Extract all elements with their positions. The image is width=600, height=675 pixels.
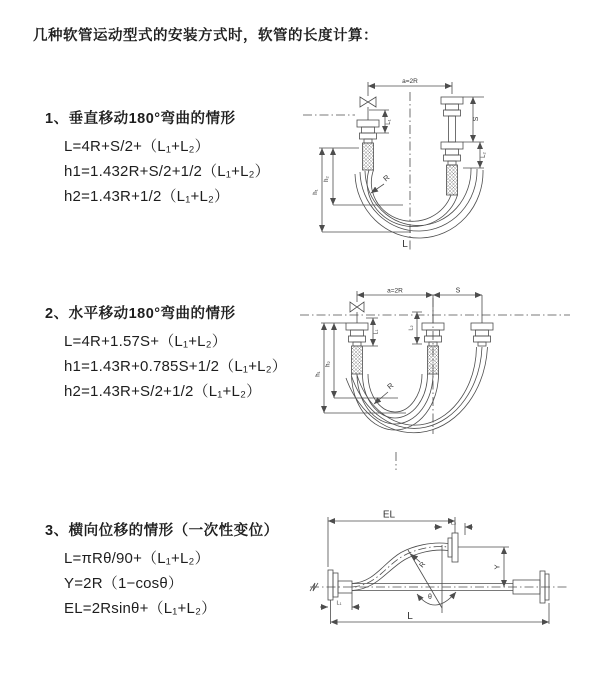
hose-u-bend [355,168,483,238]
dim-label-l: L [402,239,408,250]
radius-construction-line [408,550,442,608]
section-vertical-180 [45,110,270,209]
braided-hose-section [447,165,458,195]
dim-label-y: Y [492,564,502,570]
section-horizontal-180 [45,305,287,404]
braided-hose-section [363,143,374,170]
braided-hose-section [428,346,439,374]
formula-L: L=πRθ/90+（L₁+L₂） [64,550,210,567]
left-hose-fitting [357,120,379,170]
dim-label-r: R [381,172,392,184]
section-lateral-displacement [45,522,279,621]
dim-label-l2: L₂ [481,152,487,158]
braided-hose-section [352,346,363,374]
section-3-formulas [64,546,279,621]
page-title: 几种软管运动型式的安装方式时，软管的长度计算： [33,28,378,44]
formula-h1: h1=1.43R+0.785S+1/2（L₁+L₂） [64,358,287,375]
dim-label-l: L [407,611,413,622]
hose-u-bend-displaced [346,347,488,433]
middle-hose-fitting [422,323,444,374]
diagram-horizontal-180-bend [300,282,595,477]
dim-label-s: S [473,116,480,122]
dim-label-a2r: a=2R [387,287,403,295]
dim-label-r: R [385,380,396,392]
dim-label-l2: L₂ [450,520,457,527]
right-hose-fitting [441,97,463,195]
dim-label-h2: h₂ [324,176,330,182]
formula-Y: Y=2R（1−cosθ） [64,575,184,592]
section-2-heading: 2、水平移动180°弯曲的情形 [45,306,236,322]
dim-label-el: EL [382,509,396,521]
dim-label-h1: h₁ [313,189,319,195]
right-hose-fitting [471,323,493,346]
section-1-heading: 1、垂直移动180°弯曲的情形 [45,111,236,127]
formula-h1: h1=1.432R+S/2+1/2（L₁+L₂） [64,163,270,180]
left-hose-fitting [328,570,352,600]
dim-label-s: S [455,287,461,295]
formula-L: L=4R+S/2+（L₁+L₂） [64,138,210,155]
dim-label-h1: h₁ [315,371,322,377]
dim-label-r: R [418,560,428,570]
formula-h2: h2=1.43R+1/2（L₁+L₂） [64,188,230,205]
dim-label-h2: h₂ [325,361,332,367]
diagram-vertical-180-bend [303,72,503,257]
diagram-lateral-displacement [305,505,600,660]
section-2-formulas [64,329,287,404]
displaced-flange [448,533,458,562]
section-1-formulas [64,134,270,209]
dim-label-l2: L₂ [408,325,415,331]
dim-label-l1: L₁ [336,600,342,607]
valve-icon [360,97,376,107]
valve-icon [350,302,364,312]
leader-line-r [371,184,384,193]
angle-label-theta: θ [428,594,432,601]
formula-EL: EL=2Rsinθ+（L₁+L₂） [64,600,217,617]
formula-h2: h2=1.43R+S/2+1/2（L₁+L₂） [64,383,262,400]
dim-label-l1: L₁ [373,329,380,335]
dim-label-l1: L₁ [386,119,392,125]
left-hose-fitting [346,323,368,374]
dim-label-a2r: a=2R [402,78,418,85]
section-3-heading: 3、横向位移的情形（一次性变位） [45,523,279,539]
formula-L: L=4R+1.57S+（L₁+L₂） [64,333,227,350]
